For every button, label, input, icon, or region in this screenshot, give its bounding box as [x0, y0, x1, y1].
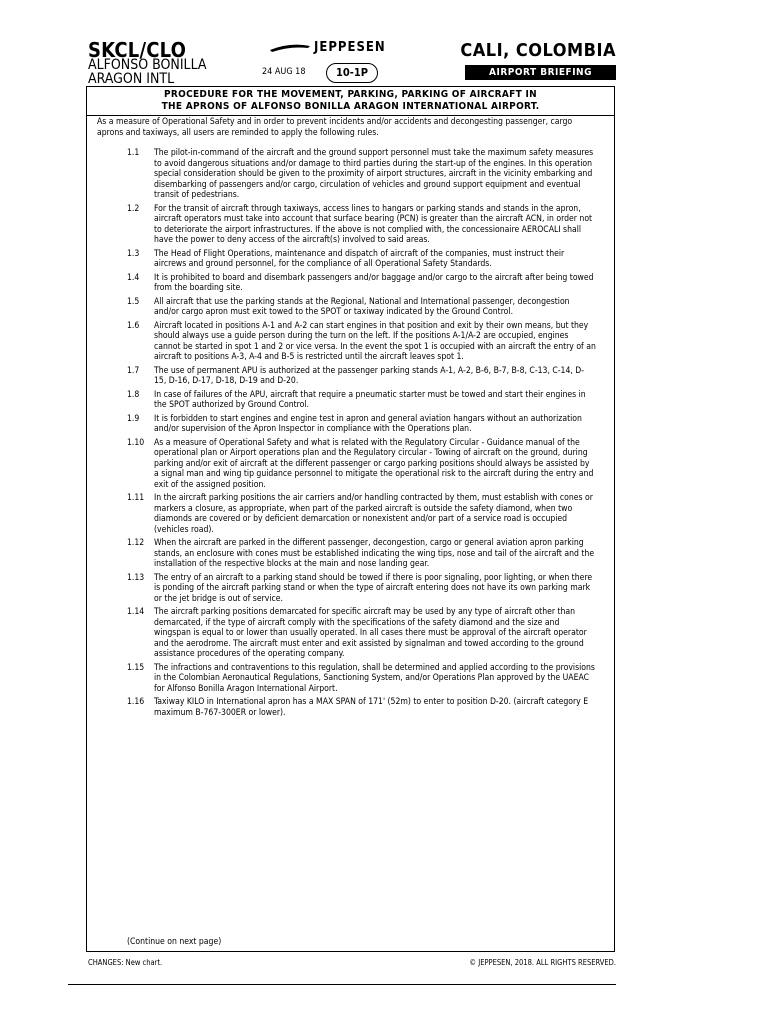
procedure-item: [97, 321, 604, 363]
continuation-note: (Continue on next page): [127, 937, 222, 947]
briefing-box: [86, 86, 615, 952]
item-text: In case of failures of the APU, aircraft that require a pneumatic starter must be towed and start their engines in the SPOT authorized by Ground Control.: [154, 389, 586, 410]
procedure-item: [97, 607, 604, 660]
item-text: The aircraft parking positions demarcated for specific aircraft may be used by any type of aircraft other than demarcated, if the type of aircraft comply with the specifications of the safety diamond and the size and wingspan is equal to or lower than usually operated. In all cases there must be approval of the aircraft operator and the aerodrome. The aircraft must enter and exit assisted by signalman and towed according to the ground assistance procedures of the operating company.: [154, 607, 587, 659]
procedure-item: [97, 249, 604, 270]
city-name: CALI, COLOMBIA: [460, 40, 616, 61]
procedure-item: [97, 366, 604, 387]
item-number: 1.15: [127, 662, 145, 673]
procedure-item: [97, 663, 604, 695]
item-text: The Head of Flight Operations, maintenance and dispatch of aircraft of the companies, must instruct their aircrews and ground personnel, for the compliance of all Operational Safety Standards.: [154, 248, 565, 269]
procedure-item: [97, 697, 604, 718]
jeppesen-swoosh-icon: [270, 43, 310, 53]
airport-name: [88, 58, 207, 86]
item-number: 1.7: [127, 365, 140, 376]
procedure-item: [97, 148, 604, 201]
item-number: 1.9: [127, 413, 140, 424]
brand-name: JEPPESEN: [314, 40, 386, 55]
item-number: 1.4: [127, 272, 140, 283]
section-badge: AIRPORT BRIEFING: [465, 65, 616, 80]
item-text: Taxiway KILO in International apron has a MAX SPAN of 171' (52m) to enter to position D-20. (aircraft category E maximum B-767-300ER or lower).: [154, 697, 589, 718]
item-text: All aircraft that use the parking stands at the Regional, National and International passenger, decongestion and/or cargo apron must exit towed to the SPOT or taxiway indicated by the Ground Control.: [154, 296, 570, 317]
bottom-rule: [68, 984, 616, 985]
chart-date: 24 AUG 18: [262, 67, 306, 77]
procedure-content: [97, 117, 604, 721]
item-number: 1.10: [127, 437, 145, 448]
item-number: 1.5: [127, 296, 140, 307]
item-number: 1.12: [127, 538, 145, 548]
item-number: 1.11: [127, 493, 145, 503]
copyright-notice: © JEPPESEN, 2018. ALL RIGHTS RESERVED.: [469, 958, 616, 967]
item-number: 1.2: [127, 203, 140, 214]
procedure-item: [97, 493, 604, 535]
procedure-item: [97, 414, 604, 435]
procedure-item: [97, 273, 604, 294]
item-number: 1.8: [127, 389, 140, 400]
item-text: The infractions and contraventions to this regulation, shall be determined and applied according to the provisions in the Colombian Aeronautical Regulations, Sanctioning System, and/or Operations Plan approved by the UAEAC for Alfonso Bonilla Aragon International Airport.: [154, 662, 595, 694]
procedure-item: [97, 538, 604, 570]
item-text: It is forbidden to start engines and engine test in apron and general aviation hangars without an authorization and/or supervision of the Apron Inspector in compliance with the Operations plan.: [154, 413, 582, 434]
procedure-title-line-1: PROCEDURE FOR THE MOVEMENT, PARKING, PARKING OF AIRCRAFT IN: [164, 89, 537, 100]
procedure-item: [97, 438, 604, 491]
item-number: 1.6: [127, 320, 140, 331]
item-text: The pilot-in-command of the aircraft and the ground support personnel must take the maximum safety measures to avoid dangerous situations and/or damage to third parties during the start-up of the engines. In this operation special consideration should be given to the proximity of airport structures, aircraft in the vicinity embarking and disembarking of passengers and/or cargo, circulation of vehicles and ground support equipment and eventual transit of pedestrians.: [154, 148, 594, 200]
airport-name-line-1: ALFONSO BONILLA: [88, 57, 207, 73]
item-text: As a measure of Operational Safety and what is related with the Regulatory Circular - Guidance manual of the operational plan or Airport operations plan and the Regulatory circular - Towing of aircraft on the ground, during parking and/or exit of aircraft at the different passenger or cargo parking positions should always be assisted by a signal man and wing tip guidance personnel to mitigate the operational risk to the aircraft during the entry and exit of the assigned position.: [154, 437, 594, 490]
procedure-item: [97, 390, 604, 411]
item-number: 1.13: [127, 572, 145, 583]
airport-name-line-2: ARAGON INTL: [88, 71, 175, 87]
item-text: Aircraft located in positions A-1 and A-2 can start engines in that position and exit by their own means, but they should always use a guide person during the turn on the left. If the positions A-1/A-2 are occupied, engines cannot be started in spot 1 and 2 or vice versa. In the event the spot 1 is occupied with an aircraft the entry of an aircraft to positions A-3, A-4 and B-5 is restricted until the aircraft leaves spot 1.: [154, 320, 596, 362]
airport-code: SKCL/CLO: [88, 38, 187, 62]
procedure-title: [87, 87, 614, 116]
changes-note: CHANGES: New chart.: [88, 958, 163, 967]
item-number: 1.1: [127, 148, 140, 158]
item-text: For the transit of aircraft through taxiways, access lines to hangars or parking stands and stands in the apron, aircraft operators must take into account that surface bearing (PCN) is greater than the aircraft ACN, in order not to deteriorate the airport infrastructures. If the above is not complied with, the concessionaire AEROCALI shall have the power to deny access of the aircraft(s) involved to said areas.: [154, 203, 593, 245]
item-text: The entry of an aircraft to a parking stand should be towed if there is poor signaling, poor lighting, or when there is ponding of the aircraft parking stand or when the type of aircraft entering does not have its own parking mark or the jet bridge is out of service.: [154, 572, 593, 604]
item-number: 1.16: [127, 697, 145, 707]
chart-number: 10-1P: [326, 63, 378, 83]
procedure-items: [97, 148, 604, 718]
intro-paragraph: As a measure of Operational Safety and in order to prevent incidents and/or accidents and decongesting passenger, cargo aprons and taxiways, all users are reminded to apply the following rules.: [97, 117, 573, 138]
jeppesen-logo: [270, 40, 386, 55]
item-number: 1.14: [127, 607, 145, 617]
item-text: When the aircraft are parked in the different passenger, decongestion, cargo or general aviation apron parking stands, an enclosure with cones must be established indicating the wing tips, nose and tail of the aircraft and the installation of the respective blocks at the main and nose landing gear.: [154, 538, 595, 569]
procedure-item: [97, 297, 604, 318]
procedure-item: [97, 204, 604, 246]
procedure-item: [97, 573, 604, 605]
item-number: 1.3: [127, 248, 140, 259]
item-text: It is prohibited to board and disembark passengers and/or baggage and/or cargo to the aircraft after being towed from the boarding site.: [154, 272, 594, 293]
item-text: In the aircraft parking positions the air carriers and/or handling contracted by them, must establish with cones or markers a closure, as appropriate, when part of the parked aircraft is outside the safety diamond, when two diamonds are covered or by deficient demarcation or nonexistent and/or part of a service road is occupied (vehicles road).: [154, 493, 593, 535]
procedure-title-line-2: THE APRONS OF ALFONSO BONILLA ARAGON INTERNATIONAL AIRPORT.: [161, 101, 540, 112]
item-text: The use of permanent APU is authorized at the passenger parking stands A-1, A-2, B-6, B-7, B-8, C-13, C-14, D-15, D-16, D-17, D-18, D-19 and D-20.: [154, 365, 585, 386]
